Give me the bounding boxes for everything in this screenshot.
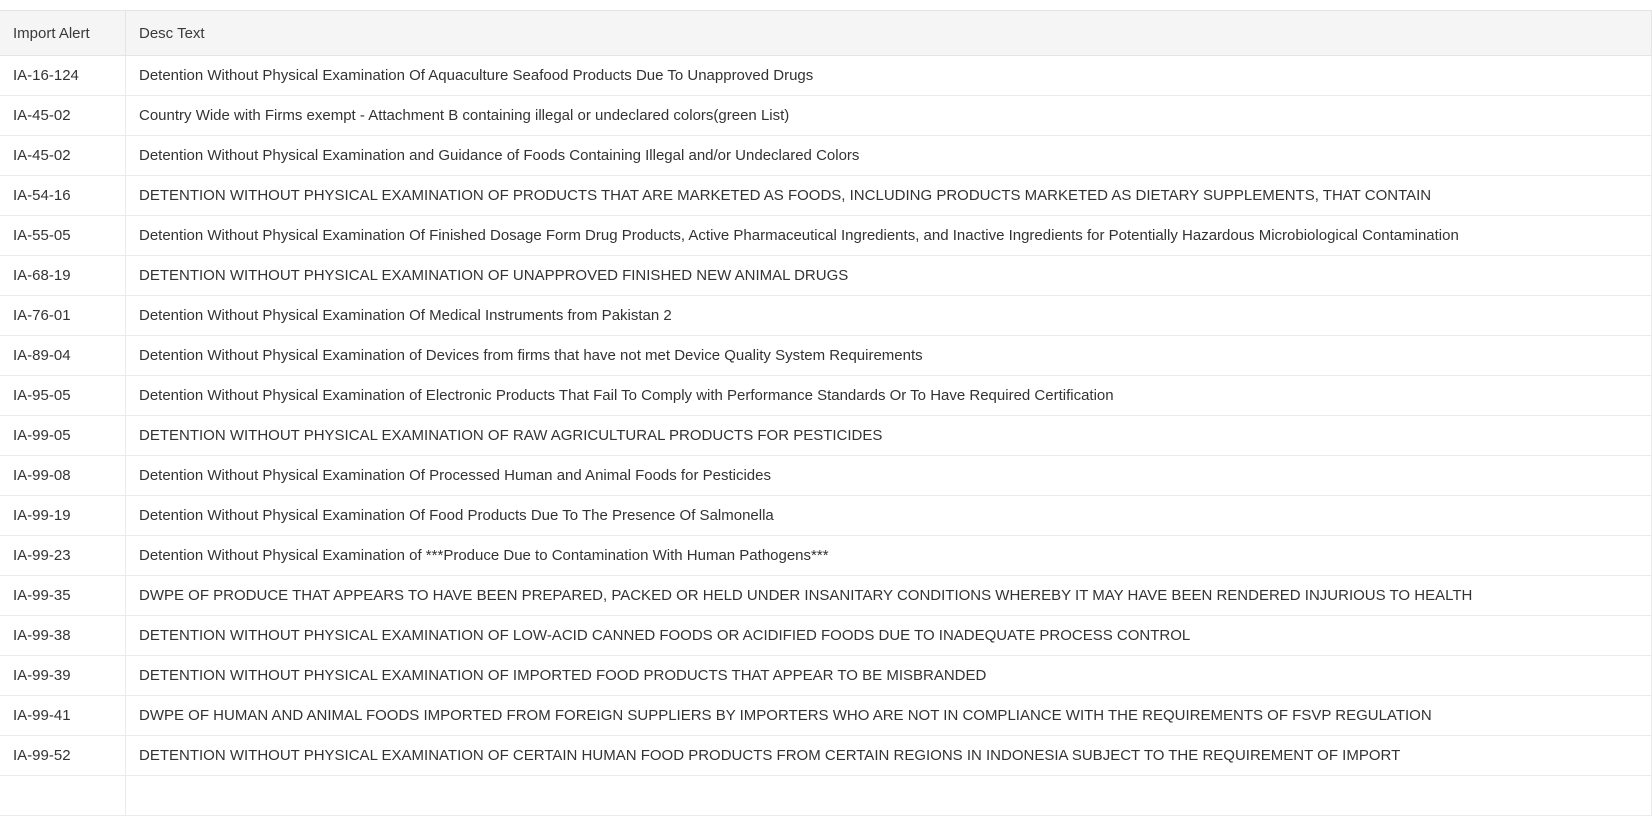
cell-import-alert: IA-16-124 — [0, 56, 126, 96]
table-row[interactable] — [0, 536, 1652, 576]
cell-import-alert: IA-99-35 — [0, 576, 126, 616]
cell-import-alert: IA-99-05 — [0, 416, 126, 456]
desc-text-value: DETENTION WITHOUT PHYSICAL EXAMINATION OF PRODUCTS THAT ARE MARKETED AS FOODS, INCLUDING PRODUCTS MARKETED AS DIETARY SUPPLEMENTS, THAT CONTAIN — [139, 187, 1432, 204]
cell-desc-text — [126, 376, 1652, 416]
table-row[interactable] — [0, 616, 1652, 656]
cell-import-alert: IA-68-19 — [0, 256, 126, 296]
table-header-row — [0, 11, 1652, 56]
cell-import-alert — [0, 776, 126, 816]
table-row[interactable] — [0, 136, 1652, 176]
cell-desc-text — [126, 456, 1652, 496]
desc-text-value: Detention Without Physical Examination and Guidance of Foods Containing Illegal and/or Undeclared Colors — [139, 147, 860, 164]
cell-desc-text — [126, 296, 1652, 336]
cell-import-alert: IA-45-02 — [0, 96, 126, 136]
cell-desc-text — [126, 56, 1652, 96]
desc-text-value: Detention Without Physical Examination of ***Produce Due to Contamination With Human Pathogens*** — [139, 547, 829, 564]
table-body — [0, 56, 1652, 816]
column-header-import-alert[interactable]: Import Alert — [0, 11, 126, 56]
table-row[interactable] — [0, 416, 1652, 456]
cell-import-alert: IA-99-39 — [0, 656, 126, 696]
desc-text-value: Detention Without Physical Examination of Electronic Products That Fail To Comply with Performance Standards Or To Have Required Certification — [139, 387, 1114, 404]
import-alert-table — [0, 10, 1652, 816]
cell-import-alert: IA-99-08 — [0, 456, 126, 496]
desc-text-value: DWPE OF HUMAN AND ANIMAL FOODS IMPORTED FROM FOREIGN SUPPLIERS BY IMPORTERS WHO ARE NOT IN COMPLIANCE WITH THE REQUIREMENTS OF FSVP REGULATION — [139, 707, 1432, 724]
cell-import-alert: IA-89-04 — [0, 336, 126, 376]
cell-desc-text — [126, 656, 1652, 696]
desc-text-value: DWPE OF PRODUCE THAT APPEARS TO HAVE BEEN PREPARED, PACKED OR HELD UNDER INSANITARY CONDITIONS WHEREBY IT MAY HAVE BEEN RENDERED INJURIOUS TO HEALTH — [139, 587, 1473, 604]
desc-text-value: DETENTION WITHOUT PHYSICAL EXAMINATION OF UNAPPROVED FINISHED NEW ANIMAL DRUGS — [139, 267, 849, 284]
cell-desc-text — [126, 416, 1652, 456]
cell-desc-text — [126, 216, 1652, 256]
cell-desc-text — [126, 736, 1652, 776]
desc-text-value: Detention Without Physical Examination Of Aquaculture Seafood Products Due To Unapproved Drugs — [139, 67, 814, 84]
cell-desc-text — [126, 336, 1652, 376]
table-row[interactable] — [0, 56, 1652, 96]
cell-desc-text — [126, 96, 1652, 136]
table-header — [0, 11, 1652, 56]
desc-text-value: Detention Without Physical Examination Of Medical Instruments from Pakistan 2 — [139, 307, 672, 324]
table-row[interactable] — [0, 576, 1652, 616]
cell-import-alert: IA-95-05 — [0, 376, 126, 416]
cell-desc-text — [126, 536, 1652, 576]
desc-text-value: Detention Without Physical Examination Of Finished Dosage Form Drug Products, Active Pharmaceutical Ingredients, and Inactive Ingredients for Potentially Hazardous Microbiological Contamination — [139, 227, 1459, 244]
cell-desc-text — [126, 496, 1652, 536]
cell-desc-text — [126, 696, 1652, 736]
cell-desc-text — [126, 776, 1652, 816]
cell-import-alert: IA-45-02 — [0, 136, 126, 176]
table-row[interactable] — [0, 96, 1652, 136]
desc-text-value: DETENTION WITHOUT PHYSICAL EXAMINATION OF CERTAIN HUMAN FOOD PRODUCTS FROM CERTAIN REGIONS IN INDONESIA SUBJECT TO THE REQUIREMENT OF IMPORT — [139, 747, 1401, 764]
cell-desc-text — [126, 176, 1652, 216]
cell-import-alert: IA-99-19 — [0, 496, 126, 536]
table-row[interactable] — [0, 656, 1652, 696]
table-row[interactable] — [0, 376, 1652, 416]
cell-import-alert: IA-54-16 — [0, 176, 126, 216]
table-row[interactable] — [0, 776, 1652, 816]
table-row[interactable] — [0, 336, 1652, 376]
desc-text-value: DETENTION WITHOUT PHYSICAL EXAMINATION OF RAW AGRICULTURAL PRODUCTS FOR PESTICIDES — [139, 427, 883, 444]
cell-import-alert: IA-99-41 — [0, 696, 126, 736]
table-row[interactable] — [0, 696, 1652, 736]
cell-desc-text — [126, 136, 1652, 176]
table-row[interactable] — [0, 736, 1652, 776]
desc-text-value: Country Wide with Firms exempt - Attachment B containing illegal or undeclared colors(green List) — [139, 107, 790, 124]
cell-import-alert: IA-99-38 — [0, 616, 126, 656]
table-row[interactable] — [0, 296, 1652, 336]
table-row[interactable] — [0, 216, 1652, 256]
desc-text-value: Detention Without Physical Examination of Devices from firms that have not met Device Quality System Requirements — [139, 347, 923, 364]
cell-import-alert: IA-76-01 — [0, 296, 126, 336]
cell-desc-text — [126, 616, 1652, 656]
column-header-desc-text[interactable]: Desc Text — [126, 11, 1652, 56]
desc-text-value: Detention Without Physical Examination Of Processed Human and Animal Foods for Pesticides — [139, 467, 771, 484]
desc-text-value: DETENTION WITHOUT PHYSICAL EXAMINATION OF LOW-ACID CANNED FOODS OR ACIDIFIED FOODS DUE TO INADEQUATE PROCESS CONTROL — [139, 627, 1191, 644]
table-row[interactable] — [0, 176, 1652, 216]
table-row[interactable] — [0, 496, 1652, 536]
cell-import-alert: IA-99-52 — [0, 736, 126, 776]
cell-import-alert: IA-99-23 — [0, 536, 126, 576]
cell-desc-text — [126, 576, 1652, 616]
desc-text-value: DETENTION WITHOUT PHYSICAL EXAMINATION OF IMPORTED FOOD PRODUCTS THAT APPEAR TO BE MISBRANDED — [139, 667, 987, 684]
table-row[interactable] — [0, 256, 1652, 296]
cell-import-alert: IA-55-05 — [0, 216, 126, 256]
cell-desc-text — [126, 256, 1652, 296]
table-row[interactable] — [0, 456, 1652, 496]
desc-text-value: Detention Without Physical Examination Of Food Products Due To The Presence Of Salmonella — [139, 507, 774, 524]
